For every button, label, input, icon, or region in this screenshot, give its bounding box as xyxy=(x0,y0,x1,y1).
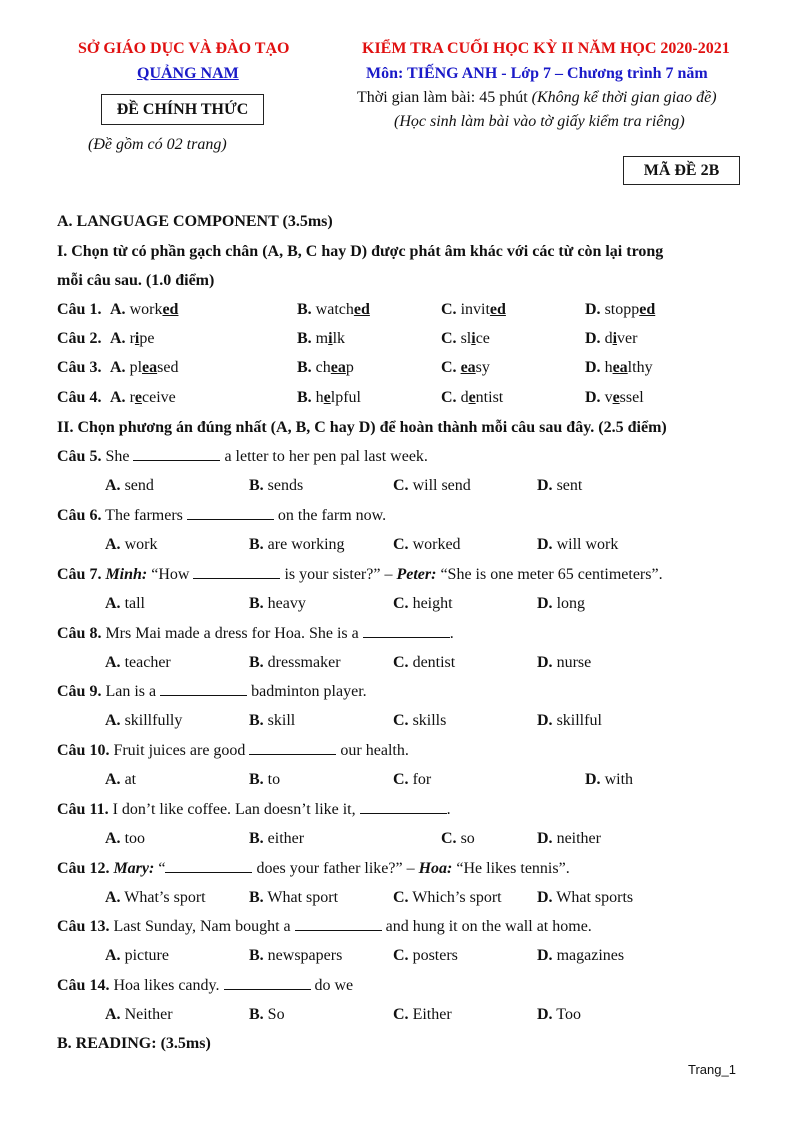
answer-option[interactable] xyxy=(537,947,624,965)
page-count-note: (Đề gồm có 02 trang) xyxy=(88,136,227,153)
question-stem: Hoa likes candy. xyxy=(113,977,220,994)
option-letter: D. xyxy=(585,359,601,376)
speaker-name: Hoa: xyxy=(418,860,453,877)
option-word-part: watch xyxy=(315,301,354,318)
question-number: Câu 10. xyxy=(57,742,110,759)
option-text: nurse xyxy=(556,654,592,671)
question-number: Câu 14. xyxy=(57,977,110,994)
answer-option[interactable] xyxy=(441,330,490,348)
question-stem-end: on the farm now. xyxy=(277,507,387,524)
option-letter: B. xyxy=(249,947,264,964)
answer-option[interactable] xyxy=(105,712,182,730)
option-text: with xyxy=(604,771,634,788)
answer-blank[interactable] xyxy=(295,918,382,931)
answer-blank[interactable] xyxy=(165,860,252,873)
answer-option[interactable] xyxy=(110,301,178,319)
option-text: posters xyxy=(412,947,458,964)
question-stem-end: is your sister?” – xyxy=(284,566,393,583)
answer-option[interactable] xyxy=(297,301,370,319)
option-word-part: sl xyxy=(460,330,472,347)
underlined-sound: e xyxy=(612,389,620,406)
underlined-sound: ea xyxy=(142,359,158,376)
option-text: skills xyxy=(412,712,447,729)
option-word-part: sy xyxy=(475,359,490,376)
answer-option[interactable] xyxy=(537,595,585,613)
answer-blank[interactable] xyxy=(360,801,447,814)
answer-blank[interactable] xyxy=(187,507,274,520)
option-letter: B. xyxy=(249,654,264,671)
question-stem-end: . xyxy=(449,625,454,642)
question-text xyxy=(57,625,454,643)
option-text: so xyxy=(460,830,475,847)
question-text xyxy=(57,860,570,878)
underlined-sound: ed xyxy=(639,301,656,318)
option-text: dentist xyxy=(412,654,456,671)
option-text: Too xyxy=(556,1006,581,1023)
question-stem: She xyxy=(105,448,130,465)
option-text: sent xyxy=(556,477,583,494)
option-text: Neither xyxy=(124,1006,173,1023)
answer-option[interactable] xyxy=(393,947,458,965)
option-letter: D. xyxy=(537,1006,553,1023)
option-letter: D. xyxy=(537,654,553,671)
question-number: Câu 4. xyxy=(57,389,102,406)
question-text xyxy=(57,507,386,525)
answer-option[interactable] xyxy=(585,330,637,348)
option-text: at xyxy=(124,771,137,788)
option-letter: B. xyxy=(297,389,312,406)
option-text: teacher xyxy=(124,654,171,671)
answer-option[interactable] xyxy=(110,359,178,377)
underlined-sound: ed xyxy=(353,301,370,318)
answer-option[interactable] xyxy=(249,536,345,554)
answer-option[interactable] xyxy=(585,389,644,407)
underlined-sound: i xyxy=(328,330,333,347)
option-letter: B. xyxy=(297,359,312,376)
option-letter: B. xyxy=(249,595,264,612)
question-number: Câu 11. xyxy=(57,801,109,818)
option-letter: D. xyxy=(537,595,553,612)
option-text: What’s sport xyxy=(124,889,206,906)
answer-option[interactable] xyxy=(585,301,655,319)
option-word-part: ver xyxy=(617,330,638,347)
option-word-part: sed xyxy=(157,359,179,376)
answer-option[interactable] xyxy=(537,1006,581,1024)
underlined-sound: e xyxy=(468,389,476,406)
question-stem: I don’t like coffee. Lan doesn’t like it, xyxy=(112,801,356,818)
part-2-title: II. Chọn phương án đúng nhất (A, B, C hay D) để hoàn thành mỗi câu sau đây. (2.5 điểm) xyxy=(57,419,667,436)
option-letter: C. xyxy=(393,595,409,612)
answer-option[interactable] xyxy=(249,889,338,907)
answer-blank[interactable] xyxy=(249,742,336,755)
answer-blank[interactable] xyxy=(160,683,247,696)
option-letter: C. xyxy=(393,536,409,553)
underlined-sound: ed xyxy=(162,301,179,318)
question-text xyxy=(57,977,353,995)
province-name: QUẢNG NAM xyxy=(137,65,239,82)
exam-duration xyxy=(357,89,717,107)
option-letter: C. xyxy=(393,947,409,964)
option-letter: B. xyxy=(249,889,264,906)
option-letter: A. xyxy=(105,654,121,671)
answer-option[interactable] xyxy=(393,536,461,554)
question-number: Câu 2. xyxy=(57,330,102,347)
option-word-part: work xyxy=(129,301,163,318)
option-text: newspapers xyxy=(267,947,343,964)
option-letter: A. xyxy=(110,389,126,406)
answer-option[interactable] xyxy=(441,830,475,848)
option-letter: C. xyxy=(393,1006,409,1023)
option-letter: A. xyxy=(105,889,121,906)
official-exam-box xyxy=(101,94,264,125)
question-stem-end: a letter to her pen pal last week. xyxy=(224,448,428,465)
answer-option[interactable] xyxy=(105,830,145,848)
underlined-sound: e xyxy=(134,389,142,406)
option-letter: B. xyxy=(297,301,312,318)
option-letter: A. xyxy=(105,536,121,553)
option-letter: C. xyxy=(441,389,457,406)
duration-note: (Không kể thời gian giao đề) xyxy=(531,89,717,106)
section-b-title: B. READING: (3.5ms) xyxy=(57,1035,211,1052)
option-text: long xyxy=(556,595,586,612)
question-reply: “She is one meter 65 centimeters”. xyxy=(440,566,663,583)
part-1-title-line1: I. Chọn từ có phần gạch chân (A, B, C hay D) được phát âm khác với các từ còn lại trong xyxy=(57,243,664,260)
question-text xyxy=(57,918,592,936)
question-stem: “ xyxy=(158,860,166,877)
option-text: send xyxy=(124,477,154,494)
option-letter: A. xyxy=(105,477,121,494)
option-letter: C. xyxy=(393,712,409,729)
option-word-part: h xyxy=(315,389,324,406)
underlined-sound: ed xyxy=(489,301,506,318)
option-text: worked xyxy=(412,536,461,553)
option-word-part: lpful xyxy=(330,389,361,406)
underlined-sound: i xyxy=(134,330,140,347)
option-text: picture xyxy=(124,947,169,964)
answer-option[interactable] xyxy=(393,712,446,730)
option-letter: D. xyxy=(537,830,553,847)
option-letter: B. xyxy=(249,712,264,729)
question-number: Câu 12. xyxy=(57,860,110,877)
option-text: What sport xyxy=(267,889,339,906)
answer-option[interactable] xyxy=(249,830,304,848)
answer-option[interactable] xyxy=(105,771,136,789)
exam-code-box xyxy=(623,156,740,185)
option-text: So xyxy=(267,1006,285,1023)
answer-option[interactable] xyxy=(537,654,591,672)
answer-option[interactable] xyxy=(110,330,154,348)
speaker-name: Peter: xyxy=(396,566,437,583)
question-number: Câu 7. xyxy=(57,566,102,583)
option-letter: B. xyxy=(297,330,312,347)
option-letter: A. xyxy=(110,359,126,376)
option-text: too xyxy=(124,830,146,847)
question-stem-end: . xyxy=(446,801,451,818)
answer-option[interactable] xyxy=(297,330,345,348)
answer-option[interactable] xyxy=(105,654,171,672)
option-letter: A. xyxy=(105,830,121,847)
answer-option[interactable] xyxy=(537,477,582,495)
option-letter: C. xyxy=(393,477,409,494)
option-text: neither xyxy=(556,830,601,847)
question-text xyxy=(57,801,451,819)
option-letter: A. xyxy=(105,771,121,788)
option-text: skill xyxy=(267,712,296,729)
section-a-title: A. LANGUAGE COMPONENT (3.5ms) xyxy=(57,213,333,230)
answer-option[interactable] xyxy=(249,771,280,789)
answer-option[interactable] xyxy=(105,536,157,554)
answer-option[interactable] xyxy=(249,595,306,613)
question-stem: Fruit juices are good xyxy=(113,742,246,759)
answer-option[interactable] xyxy=(537,889,633,907)
option-letter: D. xyxy=(585,301,601,318)
answer-option[interactable] xyxy=(105,889,206,907)
option-text: skillfully xyxy=(124,712,183,729)
option-word-part: r xyxy=(129,389,135,406)
page-number: Trang_1 xyxy=(688,1062,736,1077)
answer-option[interactable] xyxy=(105,477,154,495)
question-stem-end: our health. xyxy=(340,742,409,759)
option-word-part: r xyxy=(129,330,135,347)
option-text: work xyxy=(124,536,158,553)
underlined-sound: i xyxy=(612,330,618,347)
question-reply: “He likes tennis”. xyxy=(456,860,570,877)
option-text: will send xyxy=(412,477,471,494)
option-word-part: ssel xyxy=(619,389,644,406)
option-word-part: m xyxy=(315,330,329,347)
question-stem-end: and hung it on the wall at home. xyxy=(385,918,592,935)
answer-option[interactable] xyxy=(537,536,618,554)
exam-title: KIỂM TRA CUỐI HỌC KỲ II NĂM HỌC 2020-2021 xyxy=(362,40,730,57)
option-letter: C. xyxy=(441,830,457,847)
option-word-part: ch xyxy=(315,359,331,376)
question-number: Câu 8. xyxy=(57,625,102,642)
option-letter: A. xyxy=(110,301,126,318)
answer-option[interactable] xyxy=(393,889,502,907)
answer-blank[interactable] xyxy=(193,566,280,579)
option-letter: D. xyxy=(585,389,601,406)
option-letter: A. xyxy=(105,595,121,612)
option-letter: D. xyxy=(537,477,553,494)
question-stem-end: do we xyxy=(314,977,354,994)
answer-option[interactable] xyxy=(585,771,633,789)
option-text: heavy xyxy=(267,595,306,612)
question-stem: Lan is a xyxy=(105,683,157,700)
option-letter: B. xyxy=(249,1006,264,1023)
option-word-part: stopp xyxy=(604,301,640,318)
answer-option[interactable] xyxy=(393,1006,452,1024)
option-text: either xyxy=(267,830,305,847)
option-word-part: pe xyxy=(139,330,155,347)
answer-option[interactable] xyxy=(441,359,490,377)
option-text: sends xyxy=(267,477,304,494)
option-word-part: invit xyxy=(460,301,490,318)
answer-option[interactable] xyxy=(441,301,506,319)
option-word-part: ceive xyxy=(142,389,176,406)
question-number: Câu 5. xyxy=(57,448,102,465)
answer-option[interactable] xyxy=(105,595,145,613)
answer-option[interactable] xyxy=(297,389,361,407)
option-letter: C. xyxy=(393,654,409,671)
question-stem: Last Sunday, Nam bought a xyxy=(113,918,291,935)
option-letter: A. xyxy=(105,947,121,964)
answer-option[interactable] xyxy=(249,1006,285,1024)
official-exam-label: ĐỀ CHÍNH THỨC xyxy=(116,101,249,118)
option-letter: B. xyxy=(249,477,264,494)
option-word-part: h xyxy=(604,359,613,376)
speaker-name: Mary: xyxy=(113,860,155,877)
option-letter: C. xyxy=(393,771,409,788)
option-text: skillful xyxy=(556,712,602,729)
answer-blank[interactable] xyxy=(224,977,311,990)
question-stem-end: badminton player. xyxy=(251,683,367,700)
option-word-part: ce xyxy=(475,330,490,347)
answer-option[interactable] xyxy=(441,389,503,407)
answer-option[interactable] xyxy=(110,389,176,407)
question-stem: The farmers xyxy=(105,507,183,524)
answer-option[interactable] xyxy=(249,477,303,495)
option-word-part: d xyxy=(460,389,469,406)
answer-blank[interactable] xyxy=(133,448,220,461)
option-letter: D. xyxy=(537,889,553,906)
answer-sheet-note: (Học sinh làm bài vào tờ giấy kiểm tra riêng) xyxy=(394,113,685,130)
option-text: to xyxy=(267,771,281,788)
option-letter: D. xyxy=(585,330,601,347)
question-number: Câu 1. xyxy=(57,301,102,318)
option-word-part: lthy xyxy=(627,359,653,376)
option-letter: B. xyxy=(249,830,264,847)
exam-code-label: MÃ ĐỀ 2B xyxy=(643,162,720,179)
option-letter: A. xyxy=(105,1006,121,1023)
option-text: magazines xyxy=(556,947,625,964)
option-letter: D. xyxy=(585,771,601,788)
answer-option[interactable] xyxy=(393,654,455,672)
option-letter: A. xyxy=(110,330,126,347)
option-letter: C. xyxy=(441,359,457,376)
answer-option[interactable] xyxy=(297,359,354,377)
option-word-part: pl xyxy=(129,359,143,376)
question-number: Câu 6. xyxy=(57,507,102,524)
option-letter: C. xyxy=(393,889,409,906)
option-letter: A. xyxy=(105,712,121,729)
option-word-part: p xyxy=(345,359,354,376)
option-text: for xyxy=(412,771,432,788)
option-letter: D. xyxy=(537,536,553,553)
question-number: Câu 3. xyxy=(57,359,102,376)
option-text: What sports xyxy=(556,889,634,906)
answer-option[interactable] xyxy=(249,947,342,965)
option-text: height xyxy=(412,595,453,612)
exam-subject: Môn: TIẾNG ANH - Lớp 7 – Chương trình 7 năm xyxy=(366,65,708,82)
option-letter: B. xyxy=(249,771,264,788)
underlined-sound: ea xyxy=(612,359,628,376)
answer-option[interactable] xyxy=(105,1006,173,1024)
answer-option[interactable] xyxy=(249,712,295,730)
question-number: Câu 13. xyxy=(57,918,110,935)
option-word-part: lk xyxy=(332,330,346,347)
option-word-part: d xyxy=(604,330,613,347)
option-letter: B. xyxy=(249,536,264,553)
underlined-sound: ea xyxy=(460,359,476,376)
option-text: are working xyxy=(267,536,345,553)
underlined-sound: i xyxy=(471,330,476,347)
question-number: Câu 9. xyxy=(57,683,102,700)
option-letter: C. xyxy=(441,330,457,347)
question-text xyxy=(57,448,428,466)
answer-option[interactable] xyxy=(537,830,601,848)
underlined-sound: e xyxy=(323,389,331,406)
part-1-title-line2: mỗi câu sau. (1.0 điểm) xyxy=(57,272,215,289)
question-stem-end: does your father like?” – xyxy=(256,860,415,877)
question-text xyxy=(57,683,367,701)
duration-text: Thời gian làm bài: 45 phút xyxy=(357,89,532,106)
question-text xyxy=(57,566,663,584)
question-stem: Mrs Mai made a dress for Hoa. She is a xyxy=(105,625,359,642)
option-letter: D. xyxy=(537,712,553,729)
question-stem: “How xyxy=(151,566,190,583)
option-letter: C. xyxy=(441,301,457,318)
option-letter: D. xyxy=(537,947,553,964)
option-text: dressmaker xyxy=(267,654,341,671)
answer-option[interactable] xyxy=(585,359,653,377)
department-name: SỞ GIÁO DỤC VÀ ĐÀO TẠO xyxy=(78,40,290,57)
answer-option[interactable] xyxy=(249,654,341,672)
option-text: Which’s sport xyxy=(412,889,502,906)
answer-option[interactable] xyxy=(393,771,431,789)
question-text xyxy=(57,742,409,760)
answer-option[interactable] xyxy=(105,947,169,965)
answer-blank[interactable] xyxy=(363,625,450,638)
underlined-sound: ea xyxy=(330,359,346,376)
option-text: tall xyxy=(124,595,145,612)
answer-option[interactable] xyxy=(393,477,471,495)
option-word-part: v xyxy=(604,389,613,406)
option-word-part: ntist xyxy=(475,389,504,406)
speaker-name: Minh: xyxy=(105,566,148,583)
option-text: Either xyxy=(412,1006,452,1023)
option-text: will work xyxy=(556,536,619,553)
answer-option[interactable] xyxy=(537,712,602,730)
answer-option[interactable] xyxy=(393,595,453,613)
